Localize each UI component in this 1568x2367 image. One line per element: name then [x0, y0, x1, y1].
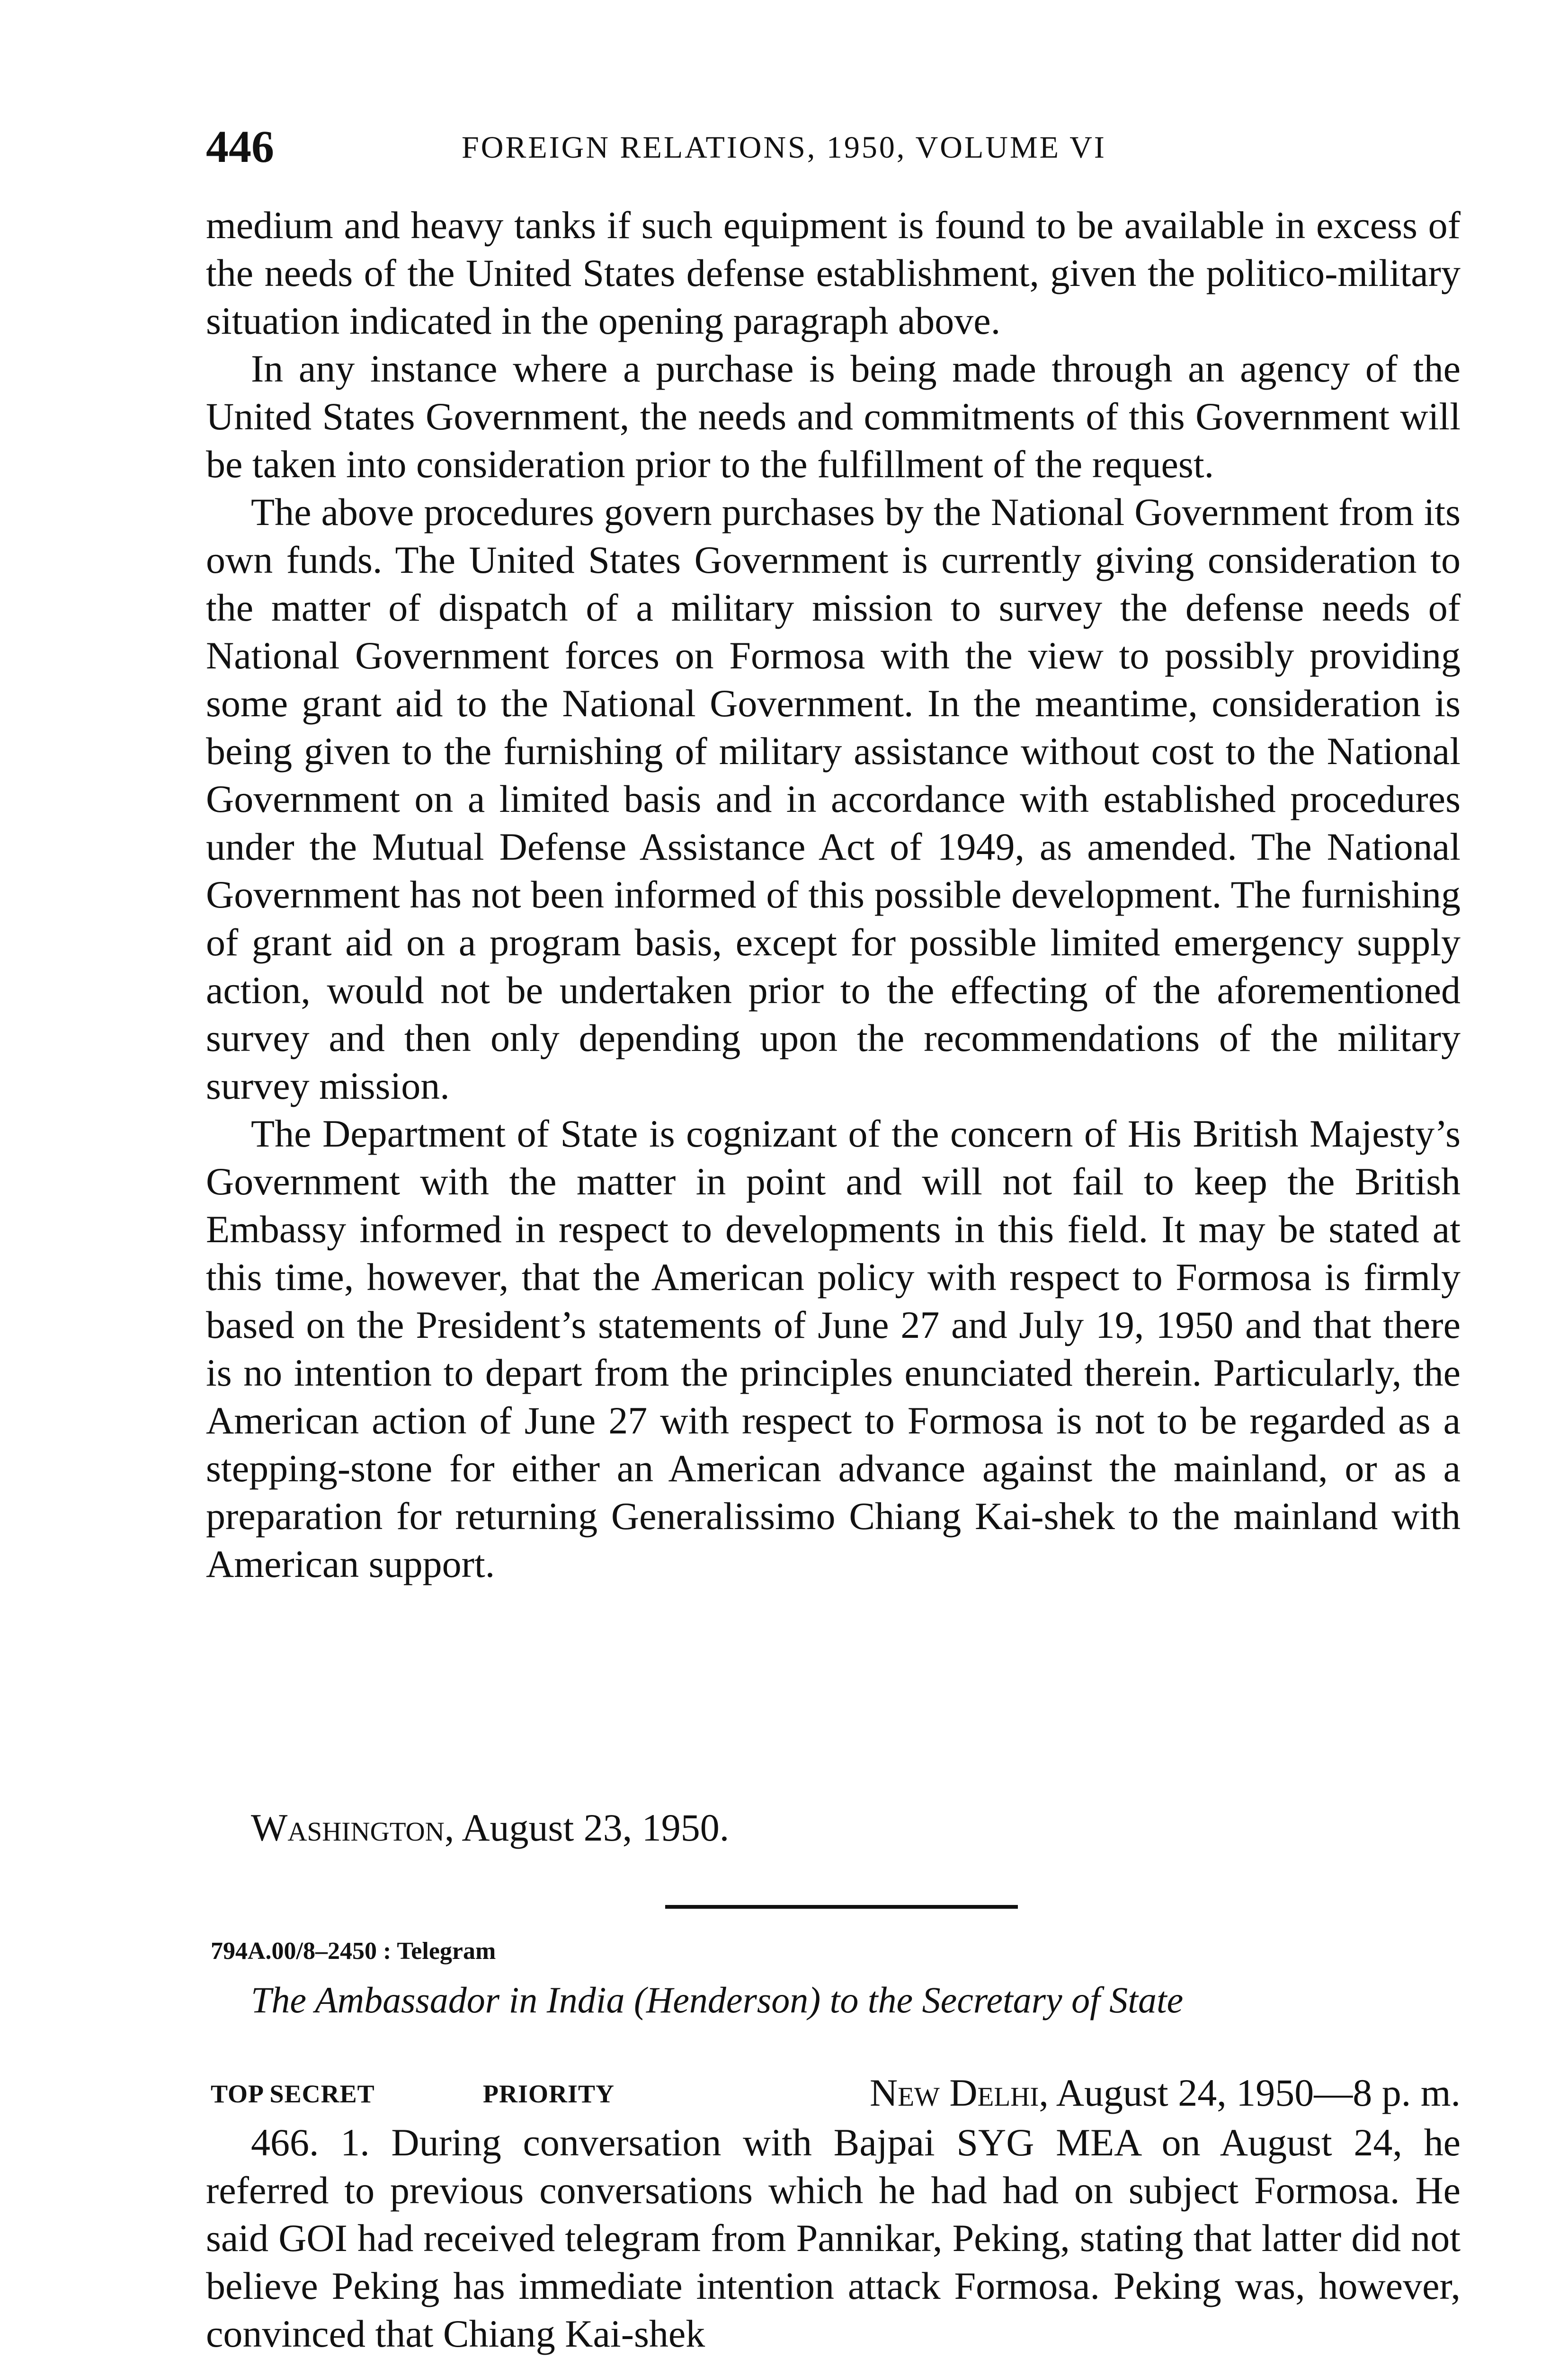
running-head	[206, 121, 1461, 173]
classification-label: TOP SECRET	[211, 2080, 375, 2108]
paragraph: In any instance where a purchase is being made through an agency of the United States Government, the needs and commitments of this Government will be taken into consideration prior to the fulfillment of the request.	[206, 347, 1461, 486]
paragraph: The Department of State is cognizant of the concern of His British Majesty’s Government with the matter in point and will not fail to keep the British Embassy informed in respect to developments in this field. It may be stated at this time, however, that the American policy with respect to Formosa is firmly based on the President’s statements of June 27 and July 19, 1950 and that there is no intention to depart from the principles enunciated therein. Particularly, the American action of June 27 with respect to Formosa is not to be regarded as a stepping-stone for either an American advance against the mainland, or as a preparation for returning Generalissimo Chiang Kai-shek to the mainland with American support.	[206, 1112, 1461, 1585]
dateline-date: , August 23, 1950.	[444, 1806, 730, 1849]
dispatch-line	[211, 2069, 1461, 2116]
dateline	[251, 1804, 729, 1851]
dispatch-place: New Delhi	[869, 2071, 1039, 2114]
body-text	[206, 201, 1461, 1588]
running-title: FOREIGN RELATIONS, 1950, VOLUME VI	[462, 130, 1106, 165]
telegram-paragraph: 466. 1. During conversation with Bajpai SYG MEA on August 24, he referred to previous conversations which he had had on subject Formosa. He said GOI had received telegram from Pannikar, Peking, stating that latter did not believe Peking has immediate intention attack Formosa. Peking was, however, convinced that Chiang Kai-shek	[206, 2121, 1461, 2355]
telegram-text	[206, 2118, 1461, 2358]
dateline-place: Washington	[251, 1806, 445, 1849]
document-title: The Ambassador in India (Henderson) to the Secretary of State	[251, 1979, 1184, 2020]
paragraph: The above procedures govern purchases by the National Government from its own funds. The United States Government is currently giving consideration to the matter of dispatch of a military mission to survey the defense needs of National Government forces on Formosa with the view to possibly providing some grant aid to the National Government. In the meantime, consideration is being given to the furnishing of military assistance without cost to the National Government on a limited basis and in accordance with established procedures under the Mutual Defense Assistance Act of 1949, as amended. The National Government has not been informed of this possible development. The furnishing of grant aid on a program basis, except for possible limited emergency supply action, would not be undertaken prior to the effecting of the aforementioned survey and then only depending upon the recommendations of the military survey mission.	[206, 490, 1461, 1107]
dispatch-date: , August 24, 1950—8 p. m.	[1039, 2071, 1461, 2114]
section-divider	[665, 1905, 1018, 1909]
paragraph-continuation: medium and heavy tanks if such equipment is found to be available in excess of the needs of the United States defense establishment, given the politico-military situation indicated in the opening paragraph above.	[206, 204, 1461, 342]
file-reference: 794A.00/8–2450 : Telegram	[211, 1938, 496, 1965]
place-date	[870, 2069, 1461, 2117]
page-number: 446	[206, 121, 274, 172]
precedence-label: PRIORITY	[483, 2080, 615, 2108]
